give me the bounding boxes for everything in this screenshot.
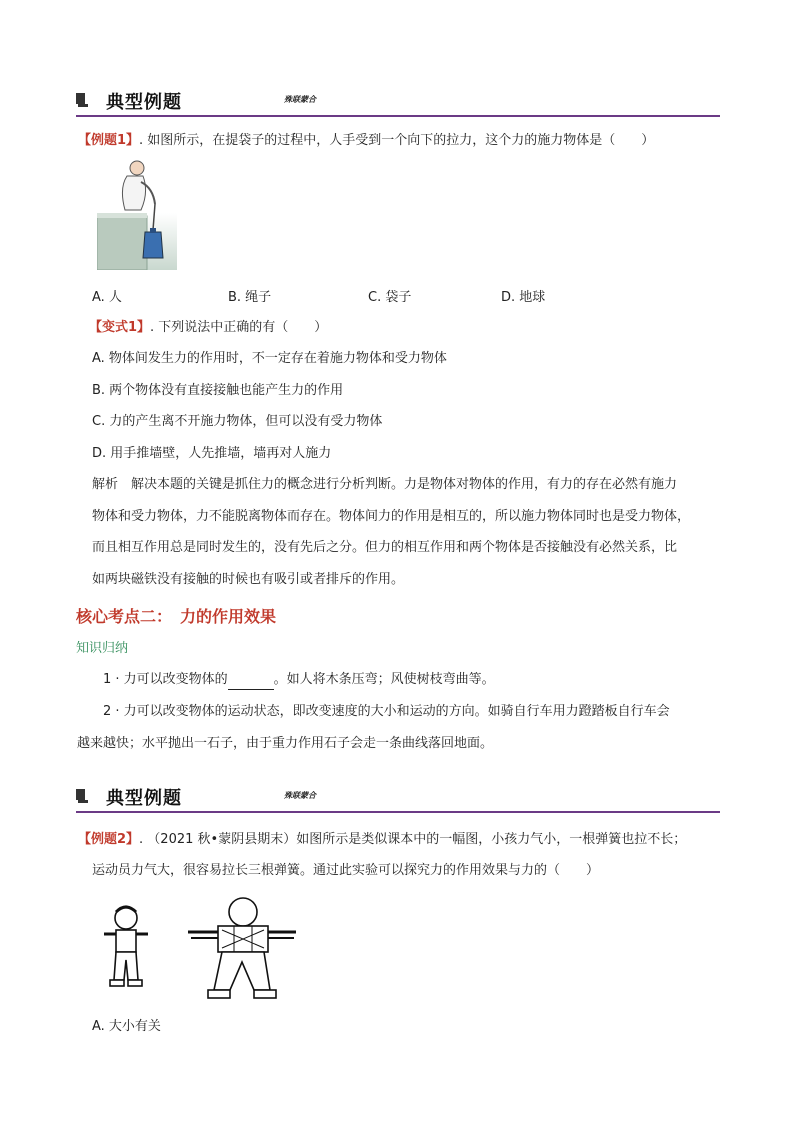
analysis-line: 如两块磁铁没有接触的时候也有吸引或者排斥的作用。 — [92, 572, 405, 587]
variant1-option-d: D. 用手推墙壁，人先推墙，墙再对人施力 — [92, 446, 332, 461]
section-title: 典型例题 — [106, 92, 182, 113]
variant1-option-a: A. 物体间发生力的作用时，不一定存在着施力物体和受力物体 — [92, 351, 447, 366]
section-divider — [76, 115, 720, 117]
knowledge-point-2: 2 · 力可以改变物体的运动状态，即改变速度的大小和运动的方向。如骑自行车用力蹬踏板自行车会 — [103, 704, 670, 719]
analysis-line: 而且相互作用总是同时发生的，没有先后之分。但力的相互作用和两个物体是否接触没有必然关系，比 — [92, 540, 678, 555]
section-subtitle: 殊联蒙合 — [284, 94, 316, 104]
example2-option-a: A. 大小有关 — [92, 1019, 161, 1034]
example1-question: 【例题1】. 如图所示，在提袋子的过程中，人手受到一个向下的拉力，这个力的施力物体是（ ） — [78, 133, 655, 148]
analysis-line: 解析 解决本题的关键是抓住力的概念进行分析判断。力是物体对物体的作用，有力的存在必然有施力 — [92, 477, 678, 492]
book-icon — [76, 788, 88, 802]
option-b: B. 绳子 — [228, 290, 272, 305]
example2-figure — [96, 890, 296, 1005]
knowledge-point-2-cont: 越来越快；水平抛出一石子，由于重力作用石子会走一条曲线落回地面。 — [77, 736, 494, 751]
book-icon — [76, 92, 88, 106]
core-point-title: 核心考点二： 力的作用效果 — [76, 607, 277, 626]
section-subtitle: 殊联蒙合 — [284, 790, 316, 800]
section-header — [76, 88, 720, 118]
variant1-tag: 【变式1】 — [89, 320, 151, 335]
section-title: 典型例题 — [106, 788, 182, 809]
knowledge-summary-label: 知识归纳 — [76, 641, 129, 656]
knowledge-point-1: 1 · 力可以改变物体的 。如人将木条压弯；风使树枝弯曲等。 — [103, 670, 495, 690]
analysis-line: 物体和受力物体，力不能脱离物体而存在。物体间力的作用是相互的，所以施力物体同时也是受力物体， — [92, 509, 691, 524]
example2-question: 【例题2】. （2021 秋•蒙阴县期末）如图所示是类似课本中的一幅图，小孩力气小，一根弹簧也拉不长； — [78, 832, 687, 847]
example2-question-cont: 运动员力气大，很容易拉长三根弹簧。通过此实验可以探究力的作用效果与力的（ ） — [92, 863, 600, 878]
variant1-option-b: B. 两个物体没有直接接触也能产生力的作用 — [92, 383, 344, 398]
section-header — [76, 784, 720, 814]
example1-tag: 【例题1】 — [78, 133, 140, 148]
option-d: D. 地球 — [501, 290, 546, 305]
option-c: C. 袋子 — [368, 290, 412, 305]
example1-figure — [97, 158, 177, 270]
option-a: A. 人 — [92, 290, 122, 305]
section-divider — [76, 811, 720, 813]
fill-blank — [228, 675, 274, 690]
example2-tag: 【例题2】 — [78, 832, 140, 847]
variant1-option-c: C. 力的产生离不开施力物体，但可以没有受力物体 — [92, 414, 383, 429]
variant1-question: 【变式1】. 下列说法中正确的有（ ） — [89, 320, 328, 335]
